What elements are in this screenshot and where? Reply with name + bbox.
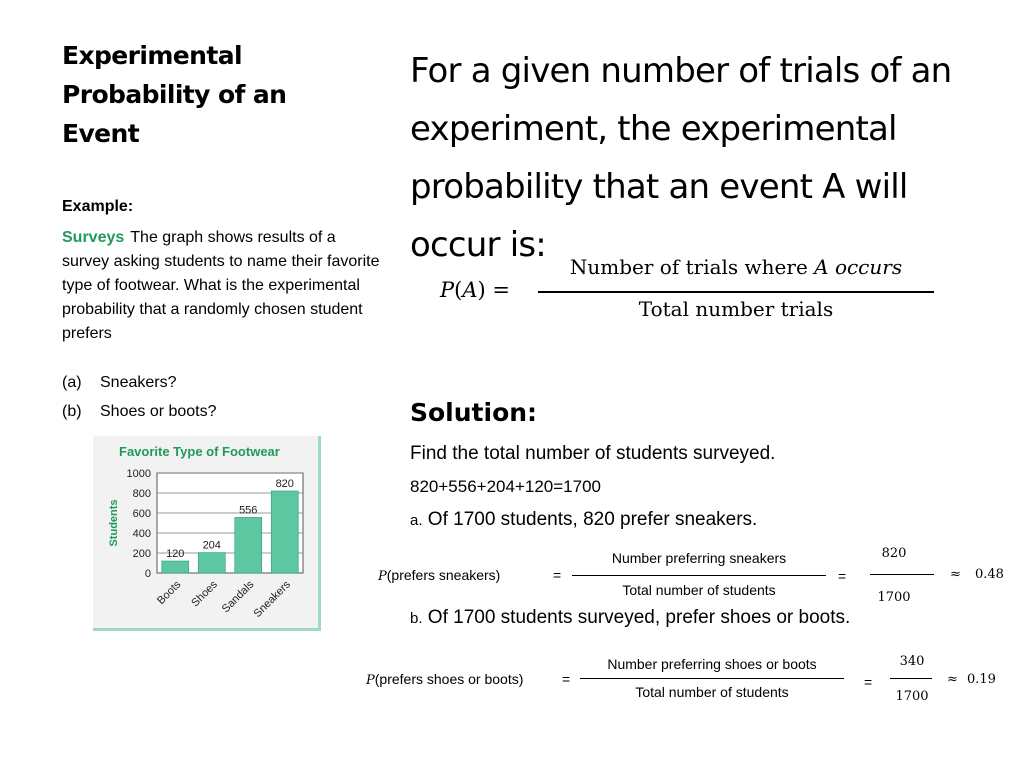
step-4 bbox=[410, 607, 850, 629]
slide-title: Experimental Probability of an Event bbox=[62, 41, 287, 148]
formula-fraction-bar bbox=[538, 291, 934, 293]
x-tick-label: Sneakers bbox=[251, 578, 293, 620]
example-label: Example: bbox=[62, 198, 134, 215]
eq1-num: 820 bbox=[881, 546, 907, 561]
bar bbox=[235, 517, 262, 573]
chart-title: Favorite Type of Footwear bbox=[119, 444, 280, 459]
y-tick-label: 400 bbox=[132, 528, 151, 540]
definition-text: For a given number of trials of an experiment, the experimental probability that an event A will occur is: bbox=[410, 51, 952, 265]
eq1-p: P bbox=[378, 569, 387, 584]
step-1: Find the total number of students surveyed. bbox=[410, 443, 776, 464]
eq2-result: 0.19 bbox=[967, 672, 996, 687]
bar-value-label: 120 bbox=[166, 548, 185, 560]
eq1-result: 0.48 bbox=[975, 567, 1004, 582]
formula-denominator: Total number trials bbox=[638, 297, 834, 321]
x-tick-label: Sandals bbox=[219, 578, 257, 616]
y-tick-label: 0 bbox=[144, 568, 151, 580]
step-2: 820+556+204+120=1700 bbox=[410, 477, 601, 496]
option-b bbox=[62, 403, 217, 421]
bar bbox=[198, 553, 225, 573]
eq1-den-words: Total number of students bbox=[622, 582, 776, 598]
surveys-label: Surveys bbox=[62, 229, 125, 246]
option-a bbox=[62, 374, 177, 392]
formula-a: A bbox=[462, 278, 478, 302]
y-tick-label: 800 bbox=[132, 488, 151, 500]
footwear-chart bbox=[93, 436, 321, 631]
x-tick-label: Boots bbox=[154, 578, 184, 608]
x-tick-label: Shoes bbox=[189, 578, 220, 610]
eq1-lhs bbox=[378, 567, 500, 584]
bar-value-label: 556 bbox=[239, 504, 258, 517]
bar-value-label: 204 bbox=[202, 539, 221, 552]
option-a-text: Sneakers? bbox=[100, 374, 177, 391]
y-tick-label: 1000 bbox=[126, 468, 151, 480]
eq2-den: 1700 bbox=[895, 689, 929, 704]
option-a-number: (a) bbox=[62, 374, 82, 391]
step-4-text: Of 1700 students surveyed, prefer shoes or boots. bbox=[427, 607, 851, 628]
option-b-number: (b) bbox=[62, 403, 82, 420]
formula-numerator bbox=[538, 255, 934, 279]
step-3-lead: a. bbox=[410, 512, 423, 529]
formula-equals: = bbox=[492, 278, 510, 302]
eq2-number-bar bbox=[890, 678, 932, 679]
eq2-den-words: Total number of students bbox=[635, 684, 789, 700]
problem-statement bbox=[62, 226, 382, 346]
eq1-number-bar bbox=[870, 574, 934, 575]
eq2-approx: ≈ bbox=[947, 672, 958, 687]
y-tick-label: 200 bbox=[132, 548, 151, 560]
step-4-lead: b. bbox=[410, 610, 423, 627]
solution-heading: Solution: bbox=[410, 398, 538, 427]
eq2-lhs bbox=[366, 671, 523, 688]
eq1-equals-2: = bbox=[838, 568, 847, 584]
chart-svg bbox=[93, 436, 321, 631]
bar-value-label: 820 bbox=[275, 478, 294, 490]
eq1-lhs-text: (prefers sneakers) bbox=[386, 567, 501, 583]
eq1-approx: ≈ bbox=[950, 567, 961, 582]
eq2-p: P bbox=[366, 673, 375, 688]
step-3 bbox=[410, 509, 757, 531]
step-3-text: Of 1700 students, 820 prefer sneakers. bbox=[427, 509, 758, 530]
eq2-num-words: Number preferring shoes or boots bbox=[607, 656, 817, 672]
eq2-equals-2: = bbox=[864, 674, 873, 690]
bar bbox=[271, 491, 298, 573]
problem-text: The graph shows results of a survey asking students to name their favorite type of footwear. What is the experimental probability that a randomly chosen student prefers bbox=[62, 229, 380, 342]
eq2-num: 340 bbox=[899, 654, 925, 669]
formula-p: P bbox=[440, 278, 455, 302]
eq2-fraction-bar bbox=[580, 678, 844, 679]
formula-numerator-var: A occurs bbox=[814, 255, 903, 279]
option-b-text: Shoes or boots? bbox=[100, 403, 217, 420]
eq2-equals: = bbox=[562, 671, 571, 687]
y-tick-label: 600 bbox=[132, 508, 151, 520]
eq1-num-words: Number preferring sneakers bbox=[611, 550, 787, 566]
eq1-fraction-bar bbox=[572, 575, 826, 576]
eq2-lhs-text: (prefers shoes or boots) bbox=[374, 671, 524, 687]
formula-numerator-prefix: Number of trials where bbox=[569, 255, 815, 279]
eq1-equals: = bbox=[553, 567, 562, 583]
bar bbox=[162, 561, 189, 573]
y-axis-label: Students bbox=[108, 499, 120, 547]
formula-lhs: P(A) = bbox=[440, 278, 510, 302]
eq1-den: 1700 bbox=[877, 590, 911, 605]
